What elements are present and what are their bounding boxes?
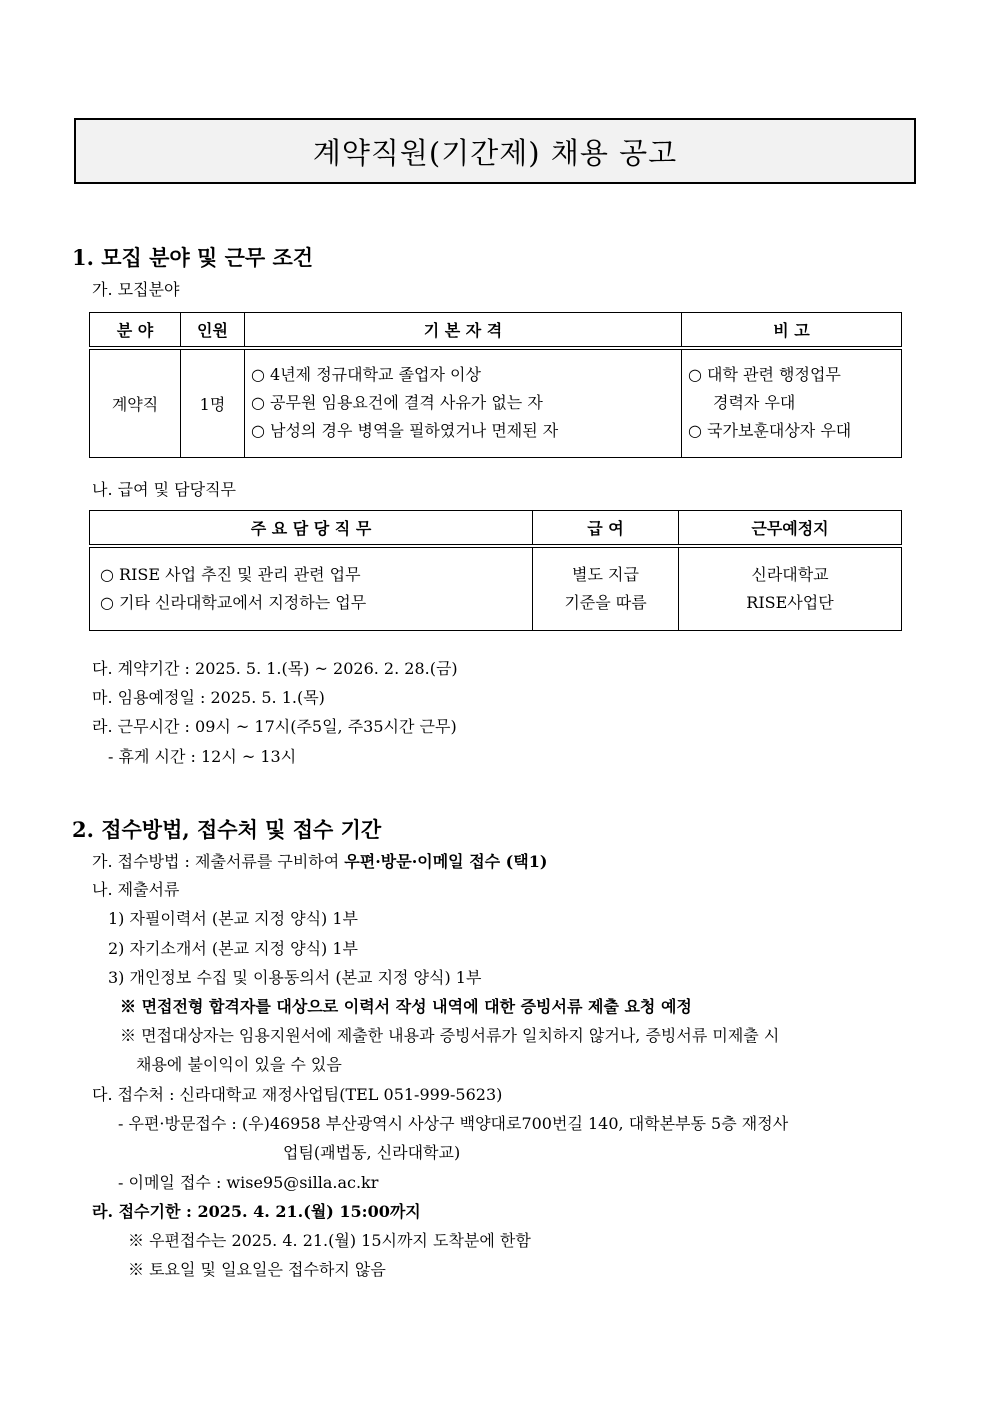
col-note-header: 비 고 xyxy=(682,313,902,349)
duties-table xyxy=(89,510,902,631)
note-item: ○ 국가보훈대상자 우대 xyxy=(688,421,852,441)
pay-line: 별도 지급 xyxy=(572,564,639,584)
place-line: 신라대학교 xyxy=(751,564,829,584)
section1-heading: 1. 모집 분야 및 근무 조건 xyxy=(72,245,314,270)
col-pay-header: 급 여 xyxy=(533,511,679,547)
start-date: 마. 임용예정일 : 2025. 5. 1.(목) xyxy=(92,688,325,707)
cell-field: 계약직 xyxy=(90,348,181,457)
qual-item: ○ 4년제 정규대학교 졸업자 이상 xyxy=(251,365,481,385)
deadline: 라. 접수기한 : 2025. 4. 21.(월) 15:00까지 xyxy=(92,1202,421,1221)
place-line: RISE사업단 xyxy=(746,592,834,612)
col-field-header: 분 야 xyxy=(90,313,181,349)
cell-count: 1명 xyxy=(181,348,245,457)
receipt-place: 다. 접수처 : 신라대학교 재정사업팀(TEL 051-999-5623) xyxy=(92,1085,503,1104)
sub-a-label: 가. 모집분야 xyxy=(92,280,180,299)
qual-item: ○ 공무원 임용요건에 결격 사유가 없는 자 xyxy=(251,393,543,413)
note-mismatch: ※ 면접대상자는 임용지원서에 제출한 내용과 증빙서류가 일치하지 않거나, 증빙서류 미제출 시 xyxy=(120,1026,780,1045)
col-count-header: 인원 xyxy=(181,313,245,349)
break-time: - 휴게 시간 : 12시 ~ 13시 xyxy=(108,747,297,766)
note-interview: ※ 면접전형 합격자를 대상으로 이력서 작성 내역에 대한 증빙서류 제출 요청 예정 xyxy=(120,997,692,1016)
cell-duties xyxy=(90,546,533,630)
page-title: 계약직원(기간제) 채용 공고 xyxy=(312,135,678,170)
col-duty-header: 주 요 담 당 직 무 xyxy=(90,511,533,547)
apply-method xyxy=(92,852,547,872)
doc-item: 1) 자필이력서 (본교 지정 양식) 1부 xyxy=(108,909,358,928)
cell-pay xyxy=(533,546,679,630)
section2-heading: 2. 접수방법, 접수처 및 접수 기간 xyxy=(72,817,382,842)
qual-item: ○ 남성의 경우 병역을 필하였거나 면제된 자 xyxy=(251,421,559,441)
postal-address: - 우편·방문접수 : (우)46958 부산광역시 사상구 백양대로700번길 140, 대학본부동 5층 재정사 xyxy=(118,1114,789,1133)
email-line: - 이메일 접수 : wise95@silla.ac.kr xyxy=(118,1173,379,1192)
postal-address-cont: 업팀(괘법동, 신라대학교) xyxy=(283,1143,461,1162)
note-item: ○ 대학 관련 행정업무 xyxy=(688,365,841,385)
col-qual-header: 기 본 자 격 xyxy=(245,313,682,349)
doc-item: 2) 자기소개서 (본교 지정 양식) 1부 xyxy=(108,939,358,958)
duty-item: ○ RISE 사업 추진 및 관리 관련 업무 xyxy=(100,564,361,584)
duty-item: ○ 기타 신라대학교에서 지정하는 업무 xyxy=(100,592,367,612)
deadline-note: ※ 우편접수는 2025. 4. 21.(월) 15시까지 도착분에 한함 xyxy=(128,1231,531,1250)
title-box xyxy=(74,118,916,184)
weekend-note: ※ 토요일 및 일요일은 접수하지 않음 xyxy=(128,1260,386,1279)
apply-method-text: 가. 접수방법 : 제출서류를 구비하여 xyxy=(92,852,345,871)
cell-place xyxy=(679,546,902,630)
doc-item: 3) 개인정보 수집 및 이용동의서 (본교 지정 양식) 1부 xyxy=(108,968,482,987)
docs-title: 나. 제출서류 xyxy=(92,880,180,899)
apply-method-bold: 우편·방문·이메일 접수 (택1) xyxy=(344,852,548,871)
note-mismatch-cont: 채용에 불이익이 있을 수 있음 xyxy=(136,1055,342,1074)
contract-period: 다. 계약기간 : 2025. 5. 1.(목) ~ 2026. 2. 28.(금) xyxy=(92,659,458,678)
note-item: 경력자 우대 xyxy=(713,393,796,413)
pay-line: 기준을 따름 xyxy=(564,592,647,612)
col-place-header: 근무예정지 xyxy=(679,511,902,547)
cell-notes xyxy=(682,348,902,457)
work-hours: 라. 근무시간 : 09시 ~ 17시(주5일, 주35시간 근무) xyxy=(92,717,457,736)
sub-b-label: 나. 급여 및 담당직무 xyxy=(92,480,236,499)
recruitment-table xyxy=(89,312,902,458)
cell-quals xyxy=(245,348,682,457)
